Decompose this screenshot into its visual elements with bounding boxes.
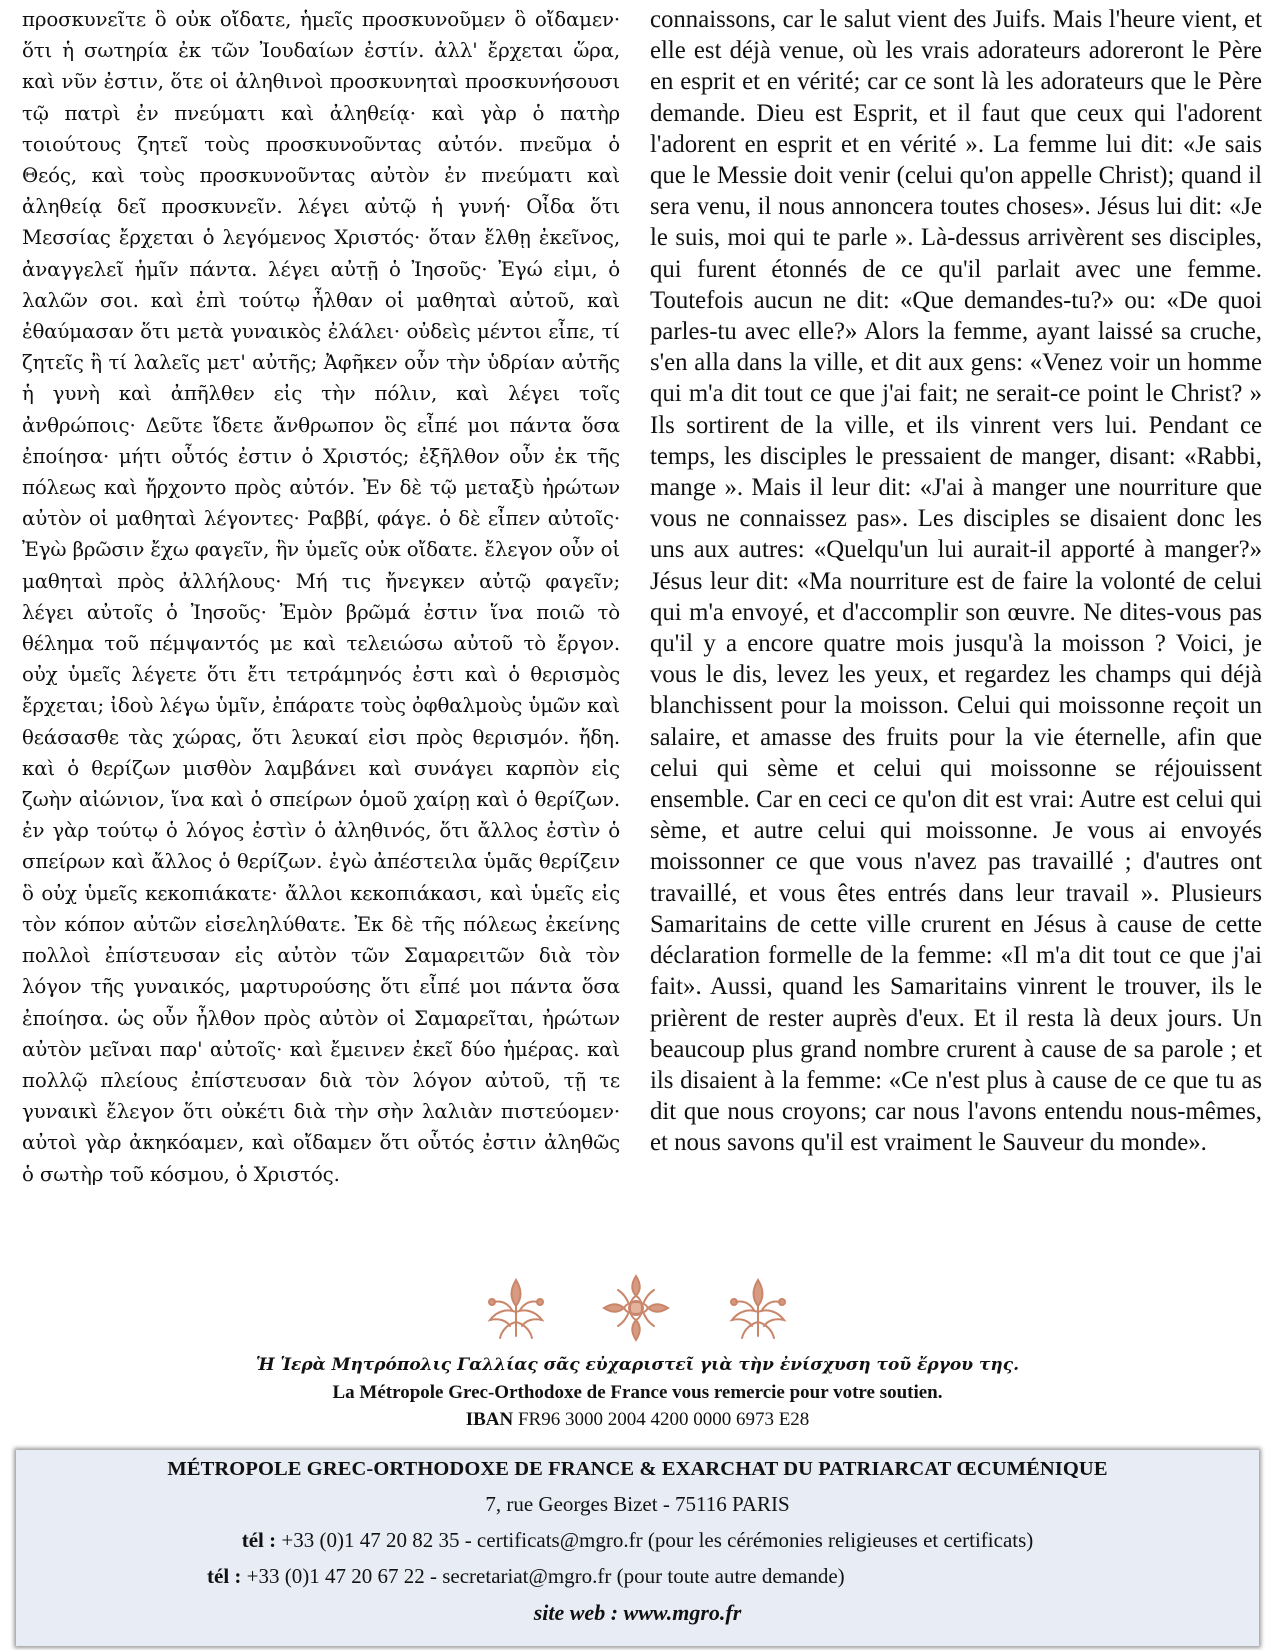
- text-columns: [22, 4, 1262, 1244]
- iban-label: IBAN: [465, 1409, 514, 1430]
- thanks-greek: Ἡ Ἱερὰ Μητρόπολις Γαλλίας σᾶς εὐχαριστεῖ γιὰ τὴν ἐνίσχυση τοῦ ἔργου της.: [255, 1355, 1020, 1375]
- website: site web : www.mgro.fr: [533, 1600, 742, 1625]
- address: 7, rue Georges Bizet - 75116 PARIS: [485, 1492, 790, 1516]
- thanks-block: [0, 1352, 1275, 1433]
- ornament-row: [0, 1272, 1275, 1344]
- phone-line-secretariat: [207, 1564, 845, 1589]
- contact-box: [16, 1450, 1259, 1646]
- greek-column: [22, 4, 620, 1244]
- iban-value: FR96 3000 2004 4200 0000 6973 E28: [517, 1409, 810, 1430]
- iban-line: [0, 1406, 1275, 1433]
- fleuron-right-icon: [722, 1272, 794, 1344]
- organization-name: MÉTROPOLE GREC-ORTHODOXE DE FRANCE & EXARCHAT DU PATRIARCAT ŒCUMÉNIQUE: [167, 1458, 1108, 1480]
- fleuron-center-icon: [600, 1272, 672, 1344]
- french-paragraph: connaissons, car le salut vient des Juifs. Mais l'heure vient, et elle est déjà venue, où les vrais adorateurs adoreront le Père en esprit et en vérité; car ce sont là les adorateurs que le Père demande. Dieu est Esprit, et il faut que ceux qui l'adorent l'adorent en esprit et en vérité ». La femme lui dit: «Je sais que le Messie doit venir (celui qu'on appelle Christ); quand il sera venu, il nous annoncera toutes choses». Jésus lui dit: «Je le suis, moi qui te parle ». Là-dessus arrivèrent ses disciples, qui furent étonnés de ce qu'il parlait avec une femme. Toutefois aucun ne dit: «Que demandes-tu?» ou: «De quoi parles-tu avec elle?» Alors la femme, ayant laissé sa cruche, s'en alla dans la ville, et dit aux gens: «Venez voir un homme qui m'a dit tout ce que j'ai fait; ne serait-ce point le Christ? » Ils sortirent de la ville, et ils vinrent vers lui. Pendant ce temps, les disciples le pressaient de manger, disant: «Rabbi, mange ». Mais il leur dit: «J'ai à manger une nourriture que vous ne connaissez pas». Les disciples se disaient donc les uns aux autres: «Quelqu'un lui aurait-il apporté à manger?» Jésus leur dit: «Ma nourriture est de faire la volonté de celui qui m'a envoyé, et d'accomplir son œuvre. Ne dites-vous pas qu'il y a encore quatre mois jusqu'à la moisson ? Voici, je vous le dis, levez les yeux, et regardez les champs qui déjà blanchissent pour la moisson. Celui qui moissonne reçoit un salaire, et amasse des fruits pour la vie éternelle, afin que celui qui sème et celui qui moissonne se réjouissent ensemble. Car en ceci ce qu'on dit est vrai: Autre est celui qui sème, et autre celui qui moissonne. Je vous ai envoyés moissonner ce que vous n'avez pas travaillé ; d'autres ont travaillé, et vous êtes entrés dans leur travail ». Plusieurs Samaritains de cette ville crurent en Jésus à cause de cette déclaration formelle de la femme: «Il m'a dit tout ce que j'ai fait». Aussi, quand les Samaritains vinrent le trouver, ils le prièrent de rester auprès d'eux. Et il resta là deux jours. Un beaucoup plus grand nombre crurent à cause de sa parole ; et ils disaient à la femme: «Ce n'est plus à cause de ce que tu as dit que nous croyons; car nous l'avons entendu nous-mêmes, et nous savons qu'il est vraiment le Sauveur du monde».: [650, 6, 1262, 1157]
- greek-paragraph: προσκυνεῖτε ὃ οὐκ οἴδατε, ἡμεῖς προσκυνοῦμεν ὃ οἴδαμεν· ὅτι ἡ σωτηρία ἐκ τῶν Ἰουδαίων ἐστίν. ἀλλ' ἔρχεται ὥρα, καὶ νῦν ἐστιν, ὅτε οἱ ἀληθινοὶ προσκυνηταὶ προσκυνήσουσι τῷ πατρὶ ἐν πνεύματι καὶ ἀληθείᾳ· καὶ γὰρ ὁ πατὴρ τοιούτους ζητεῖ τοὺς προσκυνοῦντας αὐτόν. πνεῦμα ὁ Θεός, καὶ τοὺς προσκυνοῦντας αὐτὸν ἐν πνεύματι καὶ ἀληθείᾳ δεῖ προσκυνεῖν. λέγει αὐτῷ ἡ γυνή· Οἶδα ὅτι Μεσσίας ἔρχεται ὁ λεγόμενος Χριστός· ὅταν ἔλθῃ ἐκεῖνος, ἀναγγελεῖ ἡμῖν πάντα. λέγει αὐτῇ ὁ Ἰησοῦς· Ἐγώ εἰμι, ὁ λαλῶν σοι. καὶ ἐπὶ τούτῳ ἦλθαν οἱ μαθηταὶ αὐτοῦ, καὶ ἐθαύμασαν ὅτι μετὰ γυναικὸς ἐλάλει· οὐδεὶς μέντοι εἶπε, τί ζητεῖς ἢ τί λαλεῖς μετ' αὐτῆς; Ἀφῆκεν οὖν τὴν ὑδρίαν αὐτῆς ἡ γυνὴ καὶ ἀπῆλθεν εἰς τὴν πόλιν, καὶ λέγει τοῖς ἀνθρώποις· Δεῦτε ἴδετε ἄνθρωπον ὃς εἶπέ μοι πάντα ὅσα ἐποίησα· μήτι οὗτός ἐστιν ὁ Χριστός; ἐξῆλθον οὖν ἐκ τῆς πόλεως καὶ ἤρχοντο πρὸς αὐτόν. Ἐν δὲ τῷ μεταξὺ ἠρώτων αὐτὸν οἱ μαθηταὶ λέγοντες· Ραββί, φάγε. ὁ δὲ εἶπεν αὐτοῖς· Ἐγὼ βρῶσιν ἔχω φαγεῖν, ἣν ὑμεῖς οὐκ οἴδατε. ἔλεγον οὖν οἱ μαθηταὶ πρὸς ἀλλήλους· Μή τις ἤνεγκεν αὐτῷ φαγεῖν; λέγει αὐτοῖς ὁ Ἰησοῦς· Ἐμὸν βρῶμά ἐστιν ἵνα ποιῶ τὸ θέλημα τοῦ πέμψαντός με καὶ τελειώσω αὐτοῦ τὸ ἔργον. οὐχ ὑμεῖς λέγετε ὅτι ἔτι τετράμηνός ἐστι καὶ ὁ θερισμὸς ἔρχεται; ἰδοὺ λέγω ὑμῖν, ἐπάρατε τοὺς ὀφθαλμοὺς ὑμῶν καὶ θεάσασθε τὰς χώρας, ὅτι λευκαί εἰσι πρὸς θερισμόν. ἤδη. καὶ ὁ θερίζων μισθὸν λαμβάνει καὶ συνάγει καρπὸν εἰς ζωὴν αἰώνιον, ἵνα καὶ ὁ σπείρων ὁμοῦ χαίρῃ καὶ ὁ θερίζων. ἐν γὰρ τούτῳ ὁ λόγος ἐστὶν ὁ ἀληθινός, ὅτι ἄλλος ἐστὶν ὁ σπείρων καὶ ἄλλος ὁ θερίζων. ἐγὼ ἀπέστειλα ὑμᾶς θερίζειν ὃ οὐχ ὑμεῖς κεκοπιάκατε· ἄλλοι κεκοπιάκασι, καὶ ὑμεῖς εἰς τὸν κόπον αὐτῶν εἰσεληλύθατε. Ἐκ δὲ τῆς πόλεως ἐκείνης πολλοὶ ἐπίστευσαν εἰς αὐτὸν τῶν Σαμαρειτῶν διὰ τὸν λόγον τῆς γυναικός, μαρτυρούσης ὅτι εἶπέ μοι πάντα ὅσα ἐποίησα. ὡς οὖν ἦλθον πρὸς αὐτὸν οἱ Σαμαρεῖται, ἠρώτων αὐτὸν μεῖναι παρ' αὐτοῖς· καὶ ἔμεινεν ἐκεῖ δύο ἡμέρας. καὶ πολλῷ πλείους ἐπίστευσαν διὰ τὸν λόγον αὐτοῦ, τῇ τε γυναικὶ ἔλεγον ὅτι οὐκέτι διὰ τὴν σὴν λαλιὰν πιστεύομεν· αὐτοὶ γὰρ ἀκηκόαμεν, καὶ οἴδαμεν ὅτι οὗτός ἐστιν ἀληθῶς ὁ σωτὴρ τοῦ κόσμου, ὁ Χριστός.: [22, 8, 620, 1186]
- thanks-french: La Métropole Grec-Orthodoxe de France vous remercie pour votre soutien.: [332, 1382, 943, 1403]
- phone-secretariat: +33 (0)1 47 20 67 22 - secretariat@mgro.fr (pour toute autre demande): [246, 1564, 845, 1588]
- phone-certificates: +33 (0)1 47 20 82 35 - certificats@mgro.fr (pour les cérémonies religieuses et certificats): [281, 1528, 1034, 1552]
- tel-label: tél :: [207, 1564, 242, 1588]
- french-column: [650, 4, 1262, 1244]
- tel-label: tél :: [241, 1528, 277, 1552]
- phone-line-certificates: [16, 1528, 1259, 1553]
- fleuron-left-icon: [480, 1272, 552, 1344]
